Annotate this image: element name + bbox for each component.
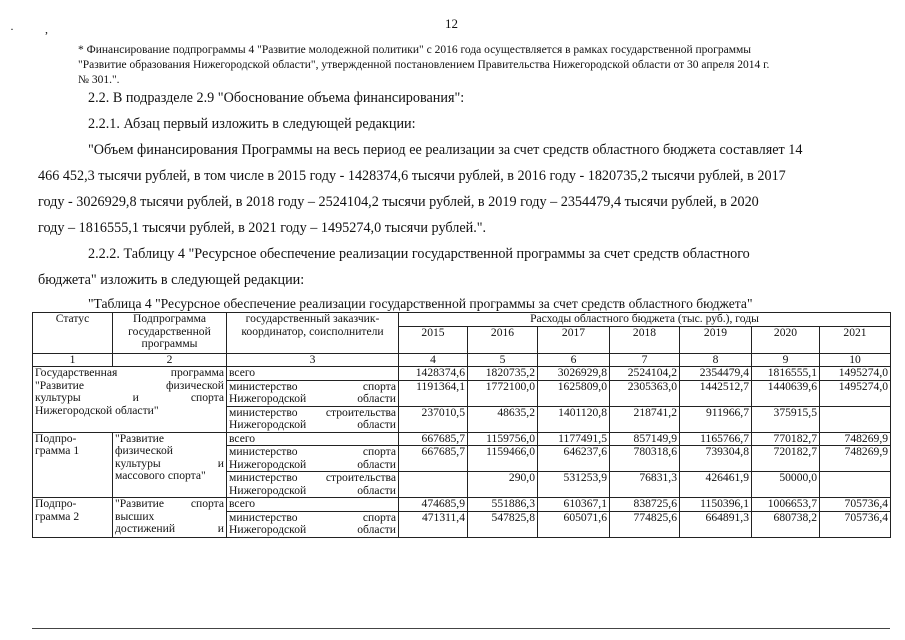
column-number-row [33, 353, 891, 367]
value-cell [820, 406, 891, 432]
customer-cell: всего [227, 432, 399, 446]
subprogram-name-word: культуры [115, 456, 161, 470]
value-cell: 857149,9 [610, 432, 680, 446]
value-cell: 531253,9 [538, 472, 610, 498]
value-cell: 605071,6 [538, 511, 610, 537]
value-cell: 1165766,7 [680, 432, 752, 446]
resource-table [32, 312, 891, 538]
program-name-word: программа [170, 366, 224, 379]
program-name-word: физической [166, 378, 224, 392]
value-cell: 705736,4 [820, 511, 891, 537]
subprogram-name-line: физической [115, 444, 173, 457]
footnote-line-3: № 301.". [78, 74, 120, 86]
value-cell: 1820735,2 [468, 367, 538, 381]
header-customer: государственный заказчик-координатор, соисполнители [227, 313, 399, 354]
table-row [33, 432, 891, 446]
value-cell: 911966,7 [680, 406, 752, 432]
footnote-line-1: * Финансирование подпрограммы 4 "Развитие молодежной политики" с 2016 года осуществляется в рамках государственной программы [78, 44, 752, 56]
value-cell: 3026929,8 [538, 367, 610, 381]
header-subprogram: Подпрограмма государственной программы [113, 313, 227, 354]
program-name-word: и [132, 391, 139, 404]
value-cell: 1495274,0 [820, 367, 891, 381]
value-cell: 1191364,1 [399, 380, 468, 406]
value-cell: 774825,6 [610, 511, 680, 537]
customer-cell: всего [227, 498, 399, 512]
value-cell: 770182,7 [752, 432, 820, 446]
subprogram-name-line [115, 498, 224, 511]
column-number: 4 [399, 353, 468, 367]
financing-text-line-4: году – 1816555,1 тысячи рублей, в 2021 году – 1495274,0 тысячи рублей.". [38, 220, 487, 236]
value-cell: 218741,2 [610, 406, 680, 432]
subprogram-status-cell: Подпро-грамма 2 [33, 498, 113, 538]
customer-cell: министерство строительства Нижегородской области [227, 472, 399, 498]
financing-text-line-3: году - 3026929,8 тысячи рублей, в 2018 году – 2524104,2 тысячи рублей, в 2019 году – 2354479,4 тысячи рублей, в 2020 [38, 194, 759, 210]
value-cell: 2524104,2 [610, 367, 680, 381]
column-number: 5 [468, 353, 538, 367]
value-cell: 551886,3 [468, 498, 538, 512]
value-cell: 375915,5 [752, 406, 820, 432]
program-name-line [35, 367, 224, 380]
customer-cell: всего [227, 367, 399, 381]
value-cell: 1006653,7 [752, 498, 820, 512]
subprogram-name-line: массового спорта" [115, 469, 206, 482]
value-cell: 1495274,0 [820, 380, 891, 406]
value-cell: 1177491,5 [538, 432, 610, 446]
subprogram-name-cell [113, 498, 227, 538]
column-number: 6 [538, 353, 610, 367]
column-number: 7 [610, 353, 680, 367]
paragraph-2-2-2-line-2: бюджета" изложить в следующей редакции: [38, 272, 305, 288]
subprogram-name-cell [113, 432, 227, 498]
value-cell: 667685,7 [399, 446, 468, 472]
scan-corner-marks: · , [10, 22, 62, 36]
value-cell: 1159756,0 [468, 432, 538, 446]
value-cell: 471311,4 [399, 511, 468, 537]
value-cell: 780318,6 [610, 446, 680, 472]
value-cell: 838725,6 [610, 498, 680, 512]
subprogram-name-word: и [217, 522, 224, 535]
value-cell: 1625809,0 [538, 380, 610, 406]
subprogram-name-line: "Развитие [115, 432, 165, 445]
value-cell: 705736,4 [820, 498, 891, 512]
column-number: 1 [33, 353, 113, 367]
table-header-row [33, 313, 891, 327]
value-cell: 426461,9 [680, 472, 752, 498]
table-row [33, 498, 891, 512]
value-cell [820, 472, 891, 498]
header-year: 2015 [399, 326, 468, 353]
column-number: 10 [820, 353, 891, 367]
subprogram-status-cell: Подпро-грамма 1 [33, 432, 113, 498]
value-cell: 290,0 [468, 472, 538, 498]
financing-text-line-1: "Объем финансирования Программы на весь период ее реализации за счет средств областного бюджета составляет 14 [88, 142, 803, 158]
value-cell: 474685,9 [399, 498, 468, 512]
customer-cell: министерство строительства Нижегородской области [227, 406, 399, 432]
page-bottom-rule [32, 628, 890, 629]
value-cell: 1440639,6 [752, 380, 820, 406]
column-number: 2 [113, 353, 227, 367]
value-cell: 1772100,0 [468, 380, 538, 406]
value-cell: 720182,7 [752, 446, 820, 472]
page-number: 12 [445, 16, 458, 31]
paragraph-2-2-2-line-1: 2.2.2. Таблицу 4 "Ресурсное обеспечение реализации государственной программы за счет средств областного [88, 246, 750, 262]
value-cell [399, 472, 468, 498]
header-year: 2020 [752, 326, 820, 353]
value-cell: 748269,9 [820, 446, 891, 472]
footnote-line-2: "Развитие образования Нижегородской области", утвержденной постановлением Правительства Нижегородской области от 30 апреля 2014 г. [78, 59, 770, 71]
header-year: 2017 [538, 326, 610, 353]
program-name-cell [33, 367, 227, 433]
value-cell: 1159466,0 [468, 446, 538, 472]
value-cell: 646237,6 [538, 446, 610, 472]
financing-text-line-2: 466 452,3 тысячи рублей, в том числе в 2015 году - 1428374,6 тысячи рублей, в 2016 году - 1820735,2 тысячи рублей, в 2017 [38, 168, 786, 184]
value-cell: 547825,8 [468, 511, 538, 537]
value-cell: 1401120,8 [538, 406, 610, 432]
program-name-word: Государственная [35, 366, 118, 379]
header-year: 2021 [820, 326, 891, 353]
value-cell: 50000,0 [752, 472, 820, 498]
program-name-word: "Развитие [35, 378, 85, 392]
customer-cell: министерство спорта Нижегородской области [227, 446, 399, 472]
header-expenses: Расходы областного бюджета (тыс. руб.), годы [399, 313, 891, 327]
customer-cell: министерство спорта Нижегородской области [227, 380, 399, 406]
subprogram-name-word: "Развитие [115, 497, 165, 510]
value-cell: 610367,1 [538, 498, 610, 512]
column-number: 3 [227, 353, 399, 367]
value-cell: 1428374,6 [399, 367, 468, 381]
subprogram-name-word: достижений [115, 522, 176, 535]
table-row [33, 367, 891, 381]
value-cell: 76831,3 [610, 472, 680, 498]
subprogram-name-word: и [217, 456, 224, 470]
table-caption: "Таблица 4 "Ресурсное обеспечение реализации государственной программы за счет средств областного бюджета" [88, 296, 753, 311]
column-number: 9 [752, 353, 820, 367]
subprogram-name-line [115, 523, 224, 536]
value-cell: 2305363,0 [610, 380, 680, 406]
value-cell: 739304,8 [680, 446, 752, 472]
header-year: 2016 [468, 326, 538, 353]
program-name-line [35, 392, 224, 405]
subprogram-name-word: спорта [190, 497, 224, 510]
header-year: 2018 [610, 326, 680, 353]
customer-cell: министерство спорта Нижегородской области [227, 511, 399, 537]
program-name-line: Нижегородской области" [35, 403, 159, 417]
value-cell: 748269,9 [820, 432, 891, 446]
value-cell: 48635,2 [468, 406, 538, 432]
program-name-word: спорта [190, 391, 224, 404]
value-cell: 2354479,4 [680, 367, 752, 381]
header-status: Статус [33, 313, 113, 354]
value-cell: 1150396,1 [680, 498, 752, 512]
value-cell: 237010,5 [399, 406, 468, 432]
program-name-word: культуры [35, 391, 81, 404]
subprogram-name-line: высших [115, 509, 155, 523]
value-cell: 680738,2 [752, 511, 820, 537]
value-cell: 1442512,7 [680, 380, 752, 406]
column-number: 8 [680, 353, 752, 367]
header-year: 2019 [680, 326, 752, 353]
paragraph-2-2-1: 2.2.1. Абзац первый изложить в следующей редакции: [88, 116, 416, 132]
value-cell: 1816555,1 [752, 367, 820, 381]
value-cell: 667685,7 [399, 432, 468, 446]
value-cell: 664891,3 [680, 511, 752, 537]
paragraph-2-2: 2.2. В подразделе 2.9 "Обоснование объема финансирования": [88, 90, 465, 106]
